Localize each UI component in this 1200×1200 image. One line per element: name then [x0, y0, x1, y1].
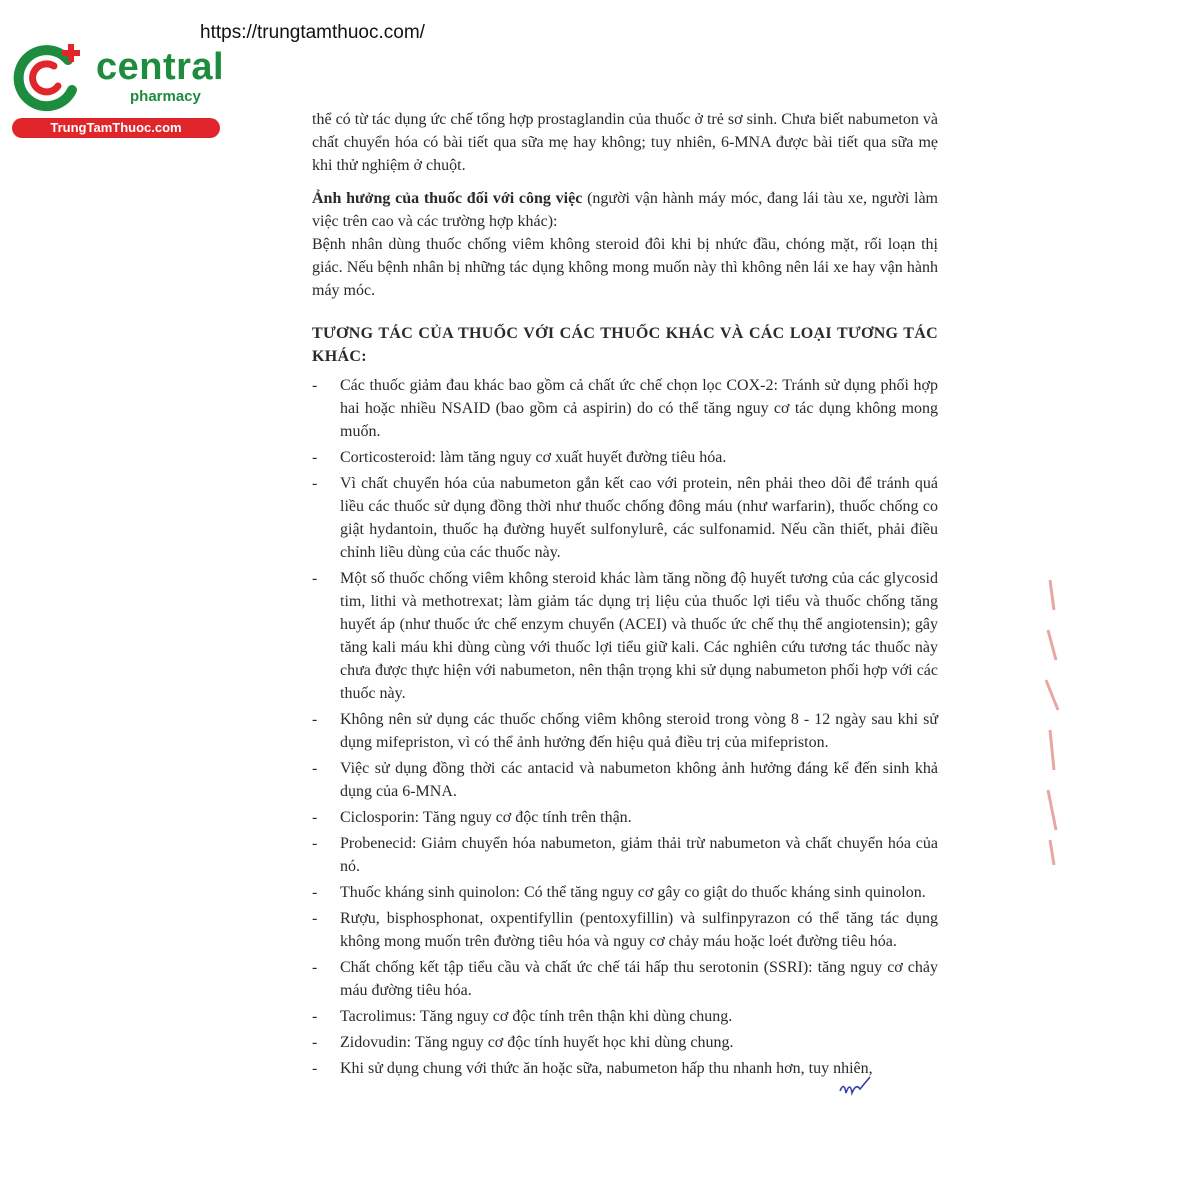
list-item: - Chất chống kết tập tiểu cầu và chất ức chế tái hấp thu serotonin (SSRI): tăng nguy cơ chảy máu đường tiêu hóa. [312, 956, 938, 1002]
brand-subtitle: pharmacy [130, 88, 201, 105]
list-item: - Vì chất chuyển hóa của nabumeton gắn kết cao với protein, nên phải theo dõi để tránh quá liều các thuốc sử dụng đồng thời như thuốc chống đông máu (như warfarin), thuốc chống co giật hydantoin, thuốc hạ đường huyết sulfonylurê, các sulfonamid. Nếu cần thiết, phải điều chỉnh liều dùng của các thuốc này. [312, 472, 938, 564]
interactions-list [312, 374, 938, 1080]
work-effects-title-rest: (người vận hành máy móc, đang lái tàu xe, người làm việc trên cao và các trường hợp khác): [312, 190, 938, 230]
work-effects-title: Ảnh hưởng của thuốc đối với công việc [312, 190, 583, 207]
list-item: - Không nên sử dụng các thuốc chống viêm không steroid trong vòng 8 - 12 ngày sau khi sử dụng mifepriston, vì có thể ảnh hưởng đến hiệu quả điều trị của mifepriston. [312, 708, 938, 754]
list-item: - Corticosteroid: làm tăng nguy cơ xuất huyết đường tiêu hóa. [312, 446, 938, 469]
list-item: - Một số thuốc chống viêm không steroid khác làm tăng nồng độ huyết tương của các glycosid tim, lithi và methotrexat; làm giảm tác dụng trị liệu của thuốc lợi tiểu và thuốc chống tăng huyết áp (như thuốc ức chế enzym chuyển (ACEI) và thuốc ức chế thụ thể angiotensin); gây tăng kali máu khi dùng cùng với thuốc lợi tiểu giữ kali. Các nghiên cứu tương tác thuốc này chưa được thực hiện với nabumeton, nên thận trọng khi sử dụng nabumeton phối hợp với các thuốc này. [312, 567, 938, 705]
list-item: - Probenecid: Giảm chuyển hóa nabumeton, giảm thải trừ nabumeton và chất chuyển hóa của nó. [312, 832, 938, 878]
brand-site-badge: TrungTamThuoc.com [12, 118, 220, 138]
red-stamp-mark-icon [1040, 570, 1070, 870]
work-effects-body: Bệnh nhân dùng thuốc chống viêm không steroid đôi khi bị nhức đầu, chóng mặt, rối loạn thị giác. Nếu bệnh nhân bị những tác dụng không mong muốn này thì không nên lái xe hay vận hành máy móc. [312, 236, 938, 299]
list-item: - Zidovudin: Tăng nguy cơ độc tính huyết học khi dùng chung. [312, 1031, 938, 1054]
intro-paragraph: thể có từ tác dụng ức chế tổng hợp prostaglandin của thuốc ở trẻ sơ sinh. Chưa biết nabumeton và chất chuyển hóa có bài tiết qua sữa mẹ hay không; tuy nhiên, 6-MNA được bài tiết qua sữa mẹ khi thử nghiệm ở chuột. [312, 111, 938, 174]
document-page [312, 108, 938, 1083]
interactions-heading: TƯƠNG TÁC CỦA THUỐC VỚI CÁC THUỐC KHÁC VÀ CÁC LOẠI TƯƠNG TÁC KHÁC: [312, 325, 938, 365]
brand-name: central [96, 46, 225, 88]
list-item: - Việc sử dụng đồng thời các antacid và nabumeton không ảnh hưởng đáng kể đến sinh khả dụng của 6-MNA. [312, 757, 938, 803]
list-item: - Khi sử dụng chung với thức ăn hoặc sữa, nabumeton hấp thu nhanh hơn, tuy nhiên, [312, 1057, 938, 1080]
list-item: - Các thuốc giảm đau khác bao gồm cả chất ức chế chọn lọc COX-2: Tránh sử dụng phối hợp hai hoặc nhiều NSAID (bao gồm cả aspirin) do có thể tăng nguy cơ tác dụng không mong muốn. [312, 374, 938, 443]
list-item: - Tacrolimus: Tăng nguy cơ độc tính trên thận khi dùng chung. [312, 1005, 938, 1028]
list-item: - Thuốc kháng sinh quinolon: Có thể tăng nguy cơ gây co giật do thuốc kháng sinh quinolon. [312, 881, 938, 904]
central-pharmacy-logo-icon [10, 38, 90, 118]
handwritten-initial-icon [836, 1073, 876, 1103]
pharmacy-logo[interactable] [10, 38, 225, 138]
source-url[interactable]: https://trungtamthuoc.com/ [200, 22, 425, 43]
work-effects-paragraph [312, 187, 938, 233]
list-item: - Rượu, bisphosphonat, oxpentifyllin (pentoxyfillin) và sulfinpyrazon có thể tăng tác dụng không mong muốn trên đường tiêu hóa và nguy cơ chảy máu hoặc loét đường tiêu hóa. [312, 907, 938, 953]
list-item: - Ciclosporin: Tăng nguy cơ độc tính trên thận. [312, 806, 938, 829]
